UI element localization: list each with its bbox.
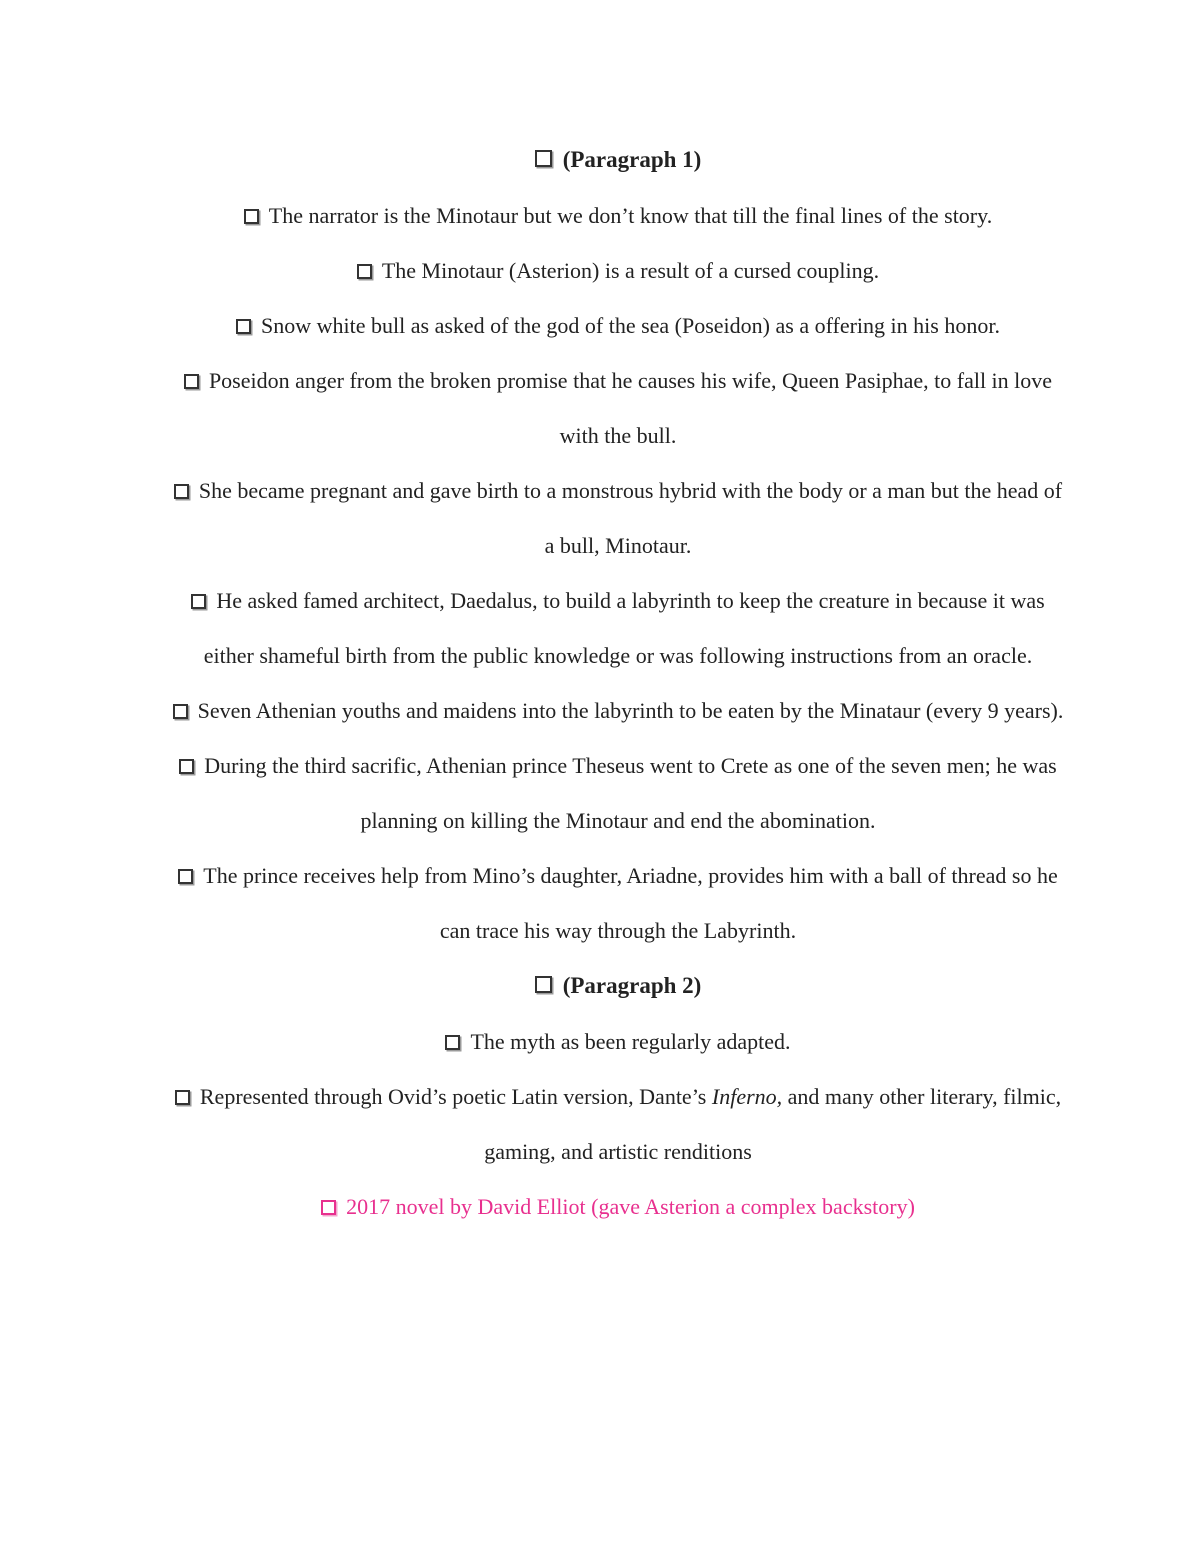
list-item-text: The narrator is the Minotaur but we don’t know that till the final lines of the story. [268, 203, 993, 228]
list-item-text: She became pregnant and gave birth to a monstrous hybrid with the body or a man but the head of a bull, Minotaur. [198, 478, 1063, 558]
list-item [170, 573, 1066, 683]
heading-text: (Paragraph 2) [562, 973, 702, 998]
list-item-text: The myth as been regularly adapted. [470, 1029, 791, 1054]
list-item-text: The Minotaur (Asterion) is a result of a cursed coupling. [381, 258, 880, 283]
list-item-text-start: Represented through Ovid’s poetic Latin version, Dante’s [199, 1084, 712, 1109]
list-item [170, 353, 1066, 463]
checkbox-icon[interactable] [178, 869, 193, 884]
checkbox-icon[interactable] [184, 374, 199, 389]
highlighted-list-item [170, 1179, 1066, 1234]
checkbox-icon[interactable] [244, 209, 259, 224]
checkbox-icon[interactable] [179, 759, 194, 774]
checkbox-icon[interactable] [175, 1090, 190, 1105]
checkbox-icon[interactable] [236, 319, 251, 334]
checkbox-icon[interactable] [174, 484, 189, 499]
list-item [170, 298, 1066, 353]
list-item-text: He asked famed architect, Daedalus, to build a labyrinth to keep the creature in because it was either shameful birth from the public knowledge or was following instructions from an oracle. [203, 588, 1045, 668]
checkbox-icon[interactable] [445, 1035, 460, 1050]
checkbox-icon[interactable] [173, 704, 188, 719]
section-heading-paragraph-2 [170, 958, 1066, 1014]
list-item [170, 188, 1066, 243]
checkbox-icon[interactable] [535, 150, 552, 167]
list-item [170, 1014, 1066, 1069]
checkbox-icon[interactable] [535, 976, 552, 993]
checkbox-icon[interactable] [357, 264, 372, 279]
list-item-text: 2017 novel by David Elliot (gave Asterion a complex backstory) [346, 1194, 915, 1219]
list-item [170, 738, 1066, 848]
section-heading-paragraph-1 [170, 132, 1066, 188]
list-item [170, 243, 1066, 298]
list-item-text: The prince receives help from Mino’s daughter, Ariadne, provides him with a ball of thread so he can trace his way through the Labyrinth. [203, 863, 1058, 943]
heading-text: (Paragraph 1) [562, 147, 702, 172]
list-item [170, 1069, 1066, 1179]
list-item-text: Seven Athenian youths and maidens into the labyrinth to be eaten by the Minataur (every 9 years). [197, 698, 1064, 723]
checkbox-icon[interactable] [191, 594, 206, 609]
title-inferno: Inferno, [711, 1084, 783, 1109]
outline-content [170, 132, 1066, 1234]
checkbox-icon[interactable] [321, 1200, 336, 1215]
list-item-text-end: and many other literary, filmic, gaming, and artistic renditions [484, 1084, 1062, 1164]
list-item-text: Poseidon anger from the broken promise that he causes his wife, Queen Pasiphae, to fall in love with the bull. [208, 368, 1053, 448]
list-item [170, 463, 1066, 573]
list-item-text: Snow white bull as asked of the god of the sea (Poseidon) as a offering in his honor. [261, 313, 1000, 338]
list-item [170, 848, 1066, 958]
list-item [170, 683, 1066, 738]
list-item-text: During the third sacrific, Athenian prince Theseus went to Crete as one of the seven men; he was planning on killing the Minotaur and end the abomination. [204, 753, 1057, 833]
